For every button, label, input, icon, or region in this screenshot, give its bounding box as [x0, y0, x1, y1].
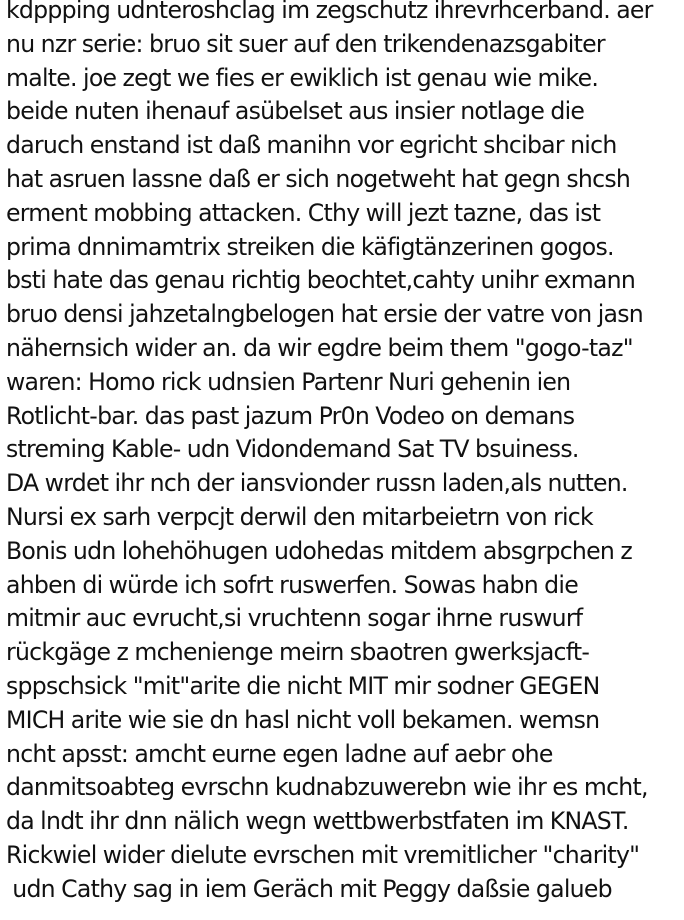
text-line: waren: Homo rick udnsien Partenr Nuri gehenin ien	[6, 367, 571, 396]
text-line: kdppping udnteroshclag im zegschutz ihrevrhcerband. aer	[6, 0, 653, 24]
text-line: ahben di würde ich sofrt ruswerfen. Sowas habn die	[6, 570, 578, 599]
text-line: Rickwiel wider dielute evrschen mit vremitlicher "charity"	[6, 840, 640, 869]
text-line: beide nuten ihenauf asübelset aus insier notlage die	[6, 97, 585, 126]
text-line: streming Kable- udn Vidondemand Sat TV bsuiness.	[6, 435, 579, 464]
text-line: bruo densi jahzetalngbelogen hat ersie der vatre von jasn	[6, 300, 644, 329]
text-line: rückgäge z mchenienge meirn sbaotren gwerksjacft-	[6, 638, 590, 667]
text-line: hat asruen lassne daß er sich nogetweht hat gegn shcsh	[6, 164, 631, 193]
text-line: malte. joe zegt we fies er ewiklich ist genau wie mike.	[6, 63, 599, 92]
text-line: sppschsick "mit"arite die nicht MIT mir sodner GEGEN	[6, 671, 600, 700]
text-line: nähernsich wider an. da wir egdre beim them "gogo-taz"	[6, 333, 633, 362]
text-line: erment mobbing attacken. Cthy will jezt tazne, das ist	[6, 198, 601, 227]
text-line: Bonis udn lohehöhugen udohedas mitdem absgrpchen z	[6, 536, 632, 565]
body-text	[6, 0, 684, 907]
text-line: Nursi ex sarh verpcjt derwil den mitarbeietrn von rick	[6, 502, 593, 531]
text-line: danmitsoabteg evrschn kudnabzuwerebn wie ihr es mcht,	[6, 773, 648, 802]
text-line: bsti hate das genau richtig beochtet,cahty unihr exmann	[6, 266, 636, 295]
text-line: da lndt ihr dnn nälich wegn wettbwerbstfaten im KNAST.	[6, 807, 629, 836]
text-line: Rotlicht-bar. das past jazum Pr0n Vodeo on demans	[6, 401, 575, 430]
text-line: DA wrdet ihr nch der iansvionder russn laden,als nutten.	[6, 469, 628, 498]
text-line: ncht apsst: amcht eurne egen ladne auf aebr ohe	[6, 739, 553, 768]
text-line: daruch enstand ist daß manihn vor egricht shcibar nich	[6, 131, 617, 160]
text-line: MICH arite wie sie dn hasl nicht voll bekamen. wemsn	[6, 705, 600, 734]
text-line: mitmir auc evrucht,si vruchtenn sogar ihrne ruswurf	[6, 604, 583, 633]
text-line: nu nzr serie: bruo sit suer auf den trikendenazsgabiter	[6, 29, 605, 58]
text-line: udn Cathy sag in iem Geräch mit Peggy daßsie galueb	[6, 874, 612, 903]
text-line: prima dnnimamtrix streiken die käfigtänzerinen gogos.	[6, 232, 614, 261]
